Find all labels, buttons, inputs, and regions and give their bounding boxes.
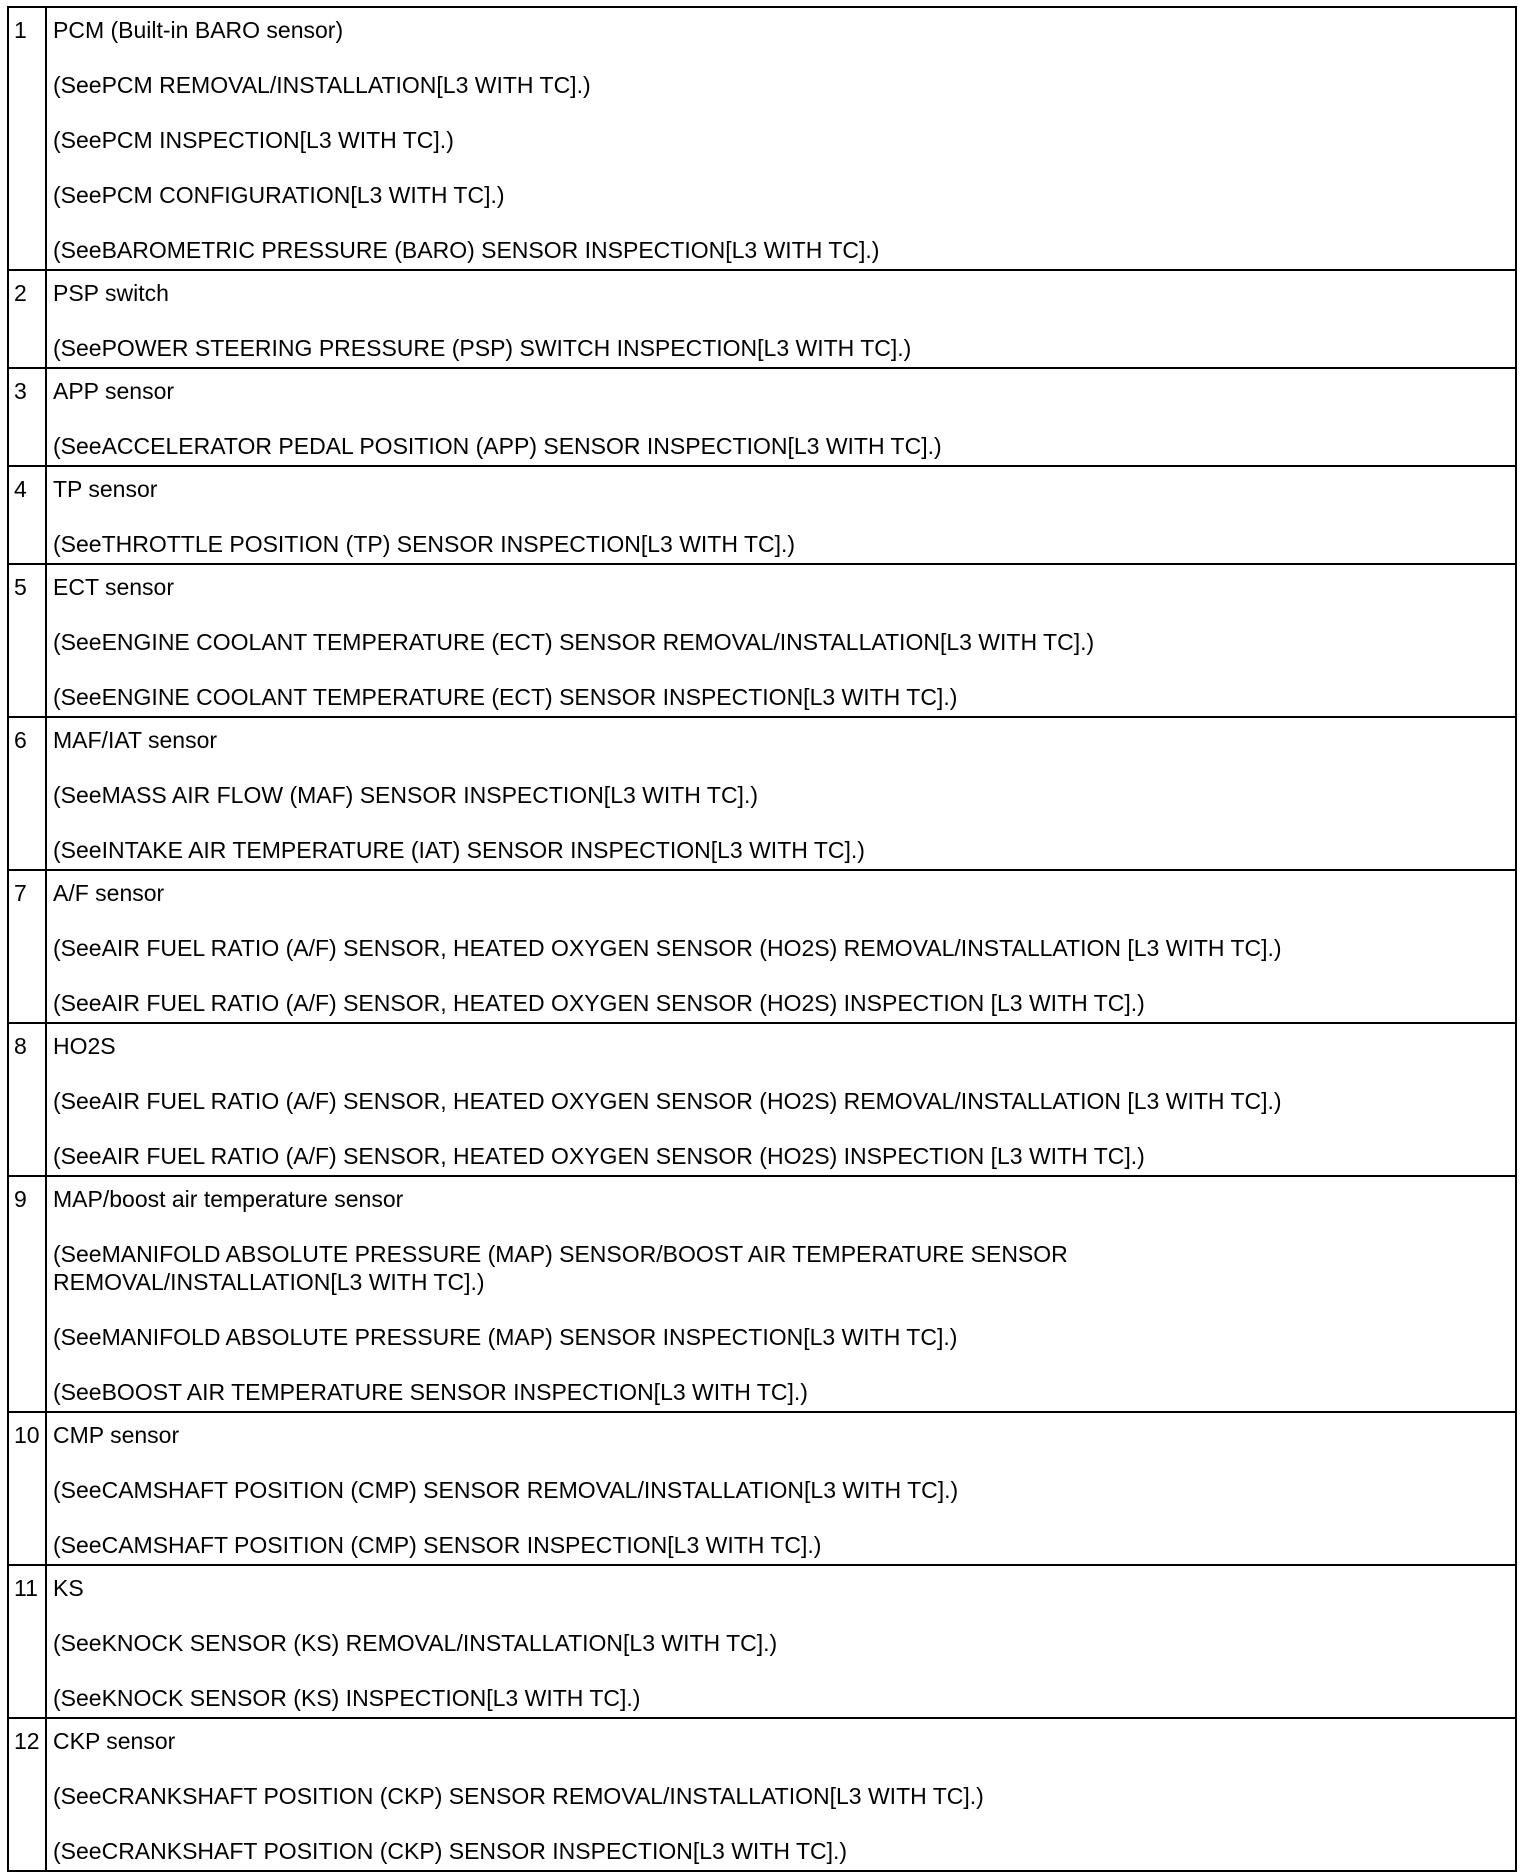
component-name: CMP sensor xyxy=(53,1422,180,1448)
reference-link[interactable]: (SeeAIR FUEL RATIO (A/F) SENSOR, HEATED OXYGEN SENSOR (HO2S) REMOVAL/INSTALLATION [L3 WITH TC].) xyxy=(53,1088,1282,1114)
component-name: MAP/boost air temperature sensor xyxy=(53,1186,404,1212)
component-name: PCM (Built-in BARO sensor) xyxy=(53,17,344,43)
table-row xyxy=(8,1176,1516,1412)
component-name: MAF/IAT sensor xyxy=(53,727,218,753)
row-content xyxy=(46,1718,1516,1871)
reference-link[interactable]: (SeePCM REMOVAL/INSTALLATION[L3 WITH TC].) xyxy=(53,72,591,98)
reference-link[interactable]: (SeePCM CONFIGURATION[L3 WITH TC].) xyxy=(53,182,505,208)
reference-link[interactable]: (SeeMANIFOLD ABSOLUTE PRESSURE (MAP) SENSOR INSPECTION[L3 WITH TC].) xyxy=(53,1324,958,1350)
row-number: 8 xyxy=(8,1023,46,1176)
reference-link[interactable]: (SeeINTAKE AIR TEMPERATURE (IAT) SENSOR INSPECTION[L3 WITH TC].) xyxy=(53,837,865,863)
table-row xyxy=(8,1023,1516,1176)
reference-link[interactable]: (SeePCM INSPECTION[L3 WITH TC].) xyxy=(53,127,454,153)
row-number: 9 xyxy=(8,1176,46,1412)
component-name: PSP switch xyxy=(53,280,169,306)
reference-link[interactable]: (SeeAIR FUEL RATIO (A/F) SENSOR, HEATED OXYGEN SENSOR (HO2S) INSPECTION [L3 WITH TC].) xyxy=(53,1143,1145,1169)
table-row xyxy=(8,717,1516,870)
reference-link[interactable]: (SeeTHROTTLE POSITION (TP) SENSOR INSPECTION[L3 WITH TC].) xyxy=(53,531,796,557)
component-name: A/F sensor xyxy=(53,880,165,906)
reference-link[interactable]: (SeeENGINE COOLANT TEMPERATURE (ECT) SENSOR INSPECTION[L3 WITH TC].) xyxy=(53,684,958,710)
reference-link[interactable]: (SeePOWER STEERING PRESSURE (PSP) SWITCH INSPECTION[L3 WITH TC].) xyxy=(53,335,912,361)
reference-link[interactable]: (SeeCRANKSHAFT POSITION (CKP) SENSOR INSPECTION[L3 WITH TC].) xyxy=(53,1838,848,1864)
reference-link[interactable]: (SeeKNOCK SENSOR (KS) INSPECTION[L3 WITH TC].) xyxy=(53,1685,641,1711)
table-body xyxy=(8,7,1516,1871)
table-row xyxy=(8,1412,1516,1565)
reference-link[interactable]: (SeeAIR FUEL RATIO (A/F) SENSOR, HEATED OXYGEN SENSOR (HO2S) REMOVAL/INSTALLATION [L3 WITH TC].) xyxy=(53,935,1282,961)
reference-link[interactable]: (SeeBAROMETRIC PRESSURE (BARO) SENSOR INSPECTION[L3 WITH TC].) xyxy=(53,237,880,263)
table-row xyxy=(8,7,1516,270)
reference-link[interactable]: (SeeCRANKSHAFT POSITION (CKP) SENSOR REMOVAL/INSTALLATION[L3 WITH TC].) xyxy=(53,1783,984,1809)
table-row xyxy=(8,564,1516,717)
row-content xyxy=(46,368,1516,466)
reference-link[interactable]: (SeeMASS AIR FLOW (MAF) SENSOR INSPECTION[L3 WITH TC].) xyxy=(53,782,758,808)
table-row xyxy=(8,466,1516,564)
table-row xyxy=(8,368,1516,466)
reference-link[interactable]: (SeeKNOCK SENSOR (KS) REMOVAL/INSTALLATION[L3 WITH TC].) xyxy=(53,1630,778,1656)
reference-link[interactable]: (SeeBOOST AIR TEMPERATURE SENSOR INSPECTION[L3 WITH TC].) xyxy=(53,1379,808,1405)
row-number: 1 xyxy=(8,7,46,270)
reference-link[interactable]: (SeeACCELERATOR PEDAL POSITION (APP) SENSOR INSPECTION[L3 WITH TC].) xyxy=(53,433,942,459)
row-content xyxy=(46,870,1516,1023)
component-name: ECT sensor xyxy=(53,574,175,600)
table-row xyxy=(8,270,1516,368)
component-name: TP sensor xyxy=(53,476,158,502)
row-number: 6 xyxy=(8,717,46,870)
row-content xyxy=(46,1176,1516,1412)
row-content xyxy=(46,1023,1516,1176)
reference-link[interactable]: (SeeENGINE COOLANT TEMPERATURE (ECT) SENSOR REMOVAL/INSTALLATION[L3 WITH TC].) xyxy=(53,629,1095,655)
reference-link[interactable]: (SeeAIR FUEL RATIO (A/F) SENSOR, HEATED OXYGEN SENSOR (HO2S) INSPECTION [L3 WITH TC].) xyxy=(53,990,1145,1016)
row-number: 11 xyxy=(8,1565,46,1718)
row-number: 2 xyxy=(8,270,46,368)
component-name: APP sensor xyxy=(53,378,175,404)
reference-link[interactable]: (SeeCAMSHAFT POSITION (CMP) SENSOR REMOVAL/INSTALLATION[L3 WITH TC].) xyxy=(53,1477,959,1503)
table-row xyxy=(8,1718,1516,1871)
row-content xyxy=(46,466,1516,564)
row-number: 4 xyxy=(8,466,46,564)
row-number: 7 xyxy=(8,870,46,1023)
row-content xyxy=(46,564,1516,717)
reference-link[interactable]: (SeeCAMSHAFT POSITION (CMP) SENSOR INSPECTION[L3 WITH TC].) xyxy=(53,1532,822,1558)
reference-link[interactable]: (SeeMANIFOLD ABSOLUTE PRESSURE (MAP) SENSOR/BOOST AIR TEMPERATURE SENSOR REMOVAL/INSTALLATION[L3 WITH TC].) xyxy=(53,1241,1068,1295)
component-reference-table xyxy=(7,6,1517,1872)
row-number: 5 xyxy=(8,564,46,717)
row-number: 10 xyxy=(8,1412,46,1565)
row-content xyxy=(46,270,1516,368)
row-content xyxy=(46,717,1516,870)
component-name: KS xyxy=(53,1575,84,1601)
row-content xyxy=(46,1412,1516,1565)
row-number: 3 xyxy=(8,368,46,466)
row-number: 12 xyxy=(8,1718,46,1871)
table-row xyxy=(8,1565,1516,1718)
component-name: CKP sensor xyxy=(53,1728,176,1754)
table-row xyxy=(8,870,1516,1023)
row-content xyxy=(46,1565,1516,1718)
row-content xyxy=(46,7,1516,270)
component-name: HO2S xyxy=(53,1033,116,1059)
